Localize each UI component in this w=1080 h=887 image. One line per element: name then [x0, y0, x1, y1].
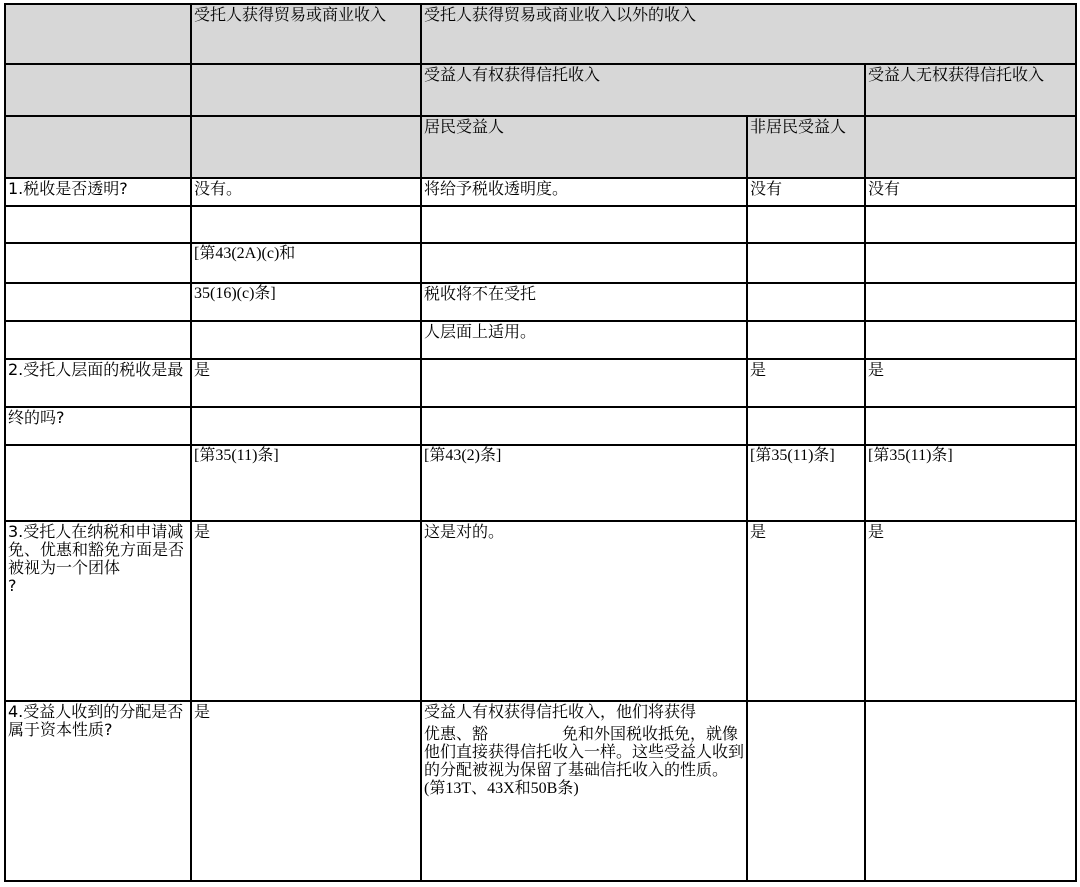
q2-resident-reference: [第43(2)条]	[421, 445, 747, 521]
empty-cell	[747, 407, 865, 445]
question-4: 4.受益人收到的分配是否属于资本性质?	[5, 701, 191, 881]
header-empty-cell	[5, 64, 191, 116]
q3-not-entitled-answer: 是	[865, 521, 1076, 701]
question-3-text: 3.受托人在纳税和申请减免、优惠和豁免方面是否被视为一个团体	[8, 522, 185, 577]
empty-cell	[5, 283, 191, 321]
q1-reference-line-1: [第43(2A)(c)和	[191, 243, 421, 283]
question-3-mark: ?	[8, 576, 17, 595]
header-row-2	[5, 64, 1076, 116]
empty-cell	[747, 321, 865, 359]
empty-cell	[865, 243, 1076, 283]
q2-trade-reference: [第35(11)条]	[191, 445, 421, 521]
empty-cell	[191, 407, 421, 445]
header-row-3	[5, 116, 1076, 178]
trust-tax-table	[4, 3, 1077, 882]
q4-resident-text-a: 优惠、豁	[424, 724, 489, 743]
empty-cell	[865, 321, 1076, 359]
empty-cell	[5, 321, 191, 359]
question-3	[5, 521, 191, 701]
empty-cell	[191, 321, 421, 359]
table-row	[5, 243, 1076, 283]
header-not-entitled-beneficiary: 受益人无权获得信托收入	[865, 64, 1076, 116]
table-row	[5, 521, 1076, 701]
empty-cell	[865, 283, 1076, 321]
header-non-trade-income: 受托人获得贸易或商业收入以外的收入	[421, 4, 1076, 64]
q4-resident-text-b: 免和外国税收抵免，就像他们直接获得信托收入一样。这些受益人收到的分配被视为保留了基础信托收入的性质。(第13T、43X和50B条)	[424, 726, 745, 797]
question-2-continued: 终的吗?	[5, 407, 191, 445]
q2-not-entitled-reference: [第35(11)条]	[865, 445, 1076, 521]
table-row	[5, 407, 1076, 445]
empty-cell	[421, 206, 747, 243]
q3-nonresident-answer: 是	[747, 521, 865, 701]
header-nonresident-beneficiary: 非居民受益人	[747, 116, 865, 178]
header-empty-cell	[5, 4, 191, 64]
table-row	[5, 359, 1076, 407]
q3-resident-answer: 这是对的。	[421, 521, 747, 701]
empty-cell	[865, 206, 1076, 243]
empty-cell	[421, 359, 747, 407]
q4-trade-answer: 是	[191, 701, 421, 881]
q1-not-entitled-answer: 没有	[865, 178, 1076, 206]
table-row	[5, 206, 1076, 243]
q3-trade-answer: 是	[191, 521, 421, 701]
empty-cell	[865, 701, 1076, 881]
q1-resident-detail-2: 人层面上适用。	[421, 321, 747, 359]
header-row-1	[5, 4, 1076, 64]
q1-resident-detail-1: 税收将不在受托	[421, 283, 747, 321]
empty-cell	[747, 283, 865, 321]
q1-reference-line-2: 35(16)(c)条]	[191, 283, 421, 321]
table-row	[5, 445, 1076, 521]
q2-trade-answer: 是	[191, 359, 421, 407]
q4-resident-answer	[421, 701, 747, 881]
q2-not-entitled-answer: 是	[865, 359, 1076, 407]
header-resident-beneficiary: 居民受益人	[421, 116, 747, 178]
q2-nonresident-reference: [第35(11)条]	[747, 445, 865, 521]
empty-cell	[421, 243, 747, 283]
q4-resident-paragraph-1: 受益人有权获得信托收入，他们将获得	[424, 702, 697, 721]
header-entitled-beneficiary: 受益人有权获得信托收入	[421, 64, 865, 116]
header-trade-income: 受托人获得贸易或商业收入	[191, 4, 421, 64]
q2-nonresident-answer: 是	[747, 359, 865, 407]
q1-nonresident-answer: 没有	[747, 178, 865, 206]
question-1: 1.税收是否透明?	[5, 178, 191, 206]
table-row	[5, 283, 1076, 321]
empty-cell	[747, 243, 865, 283]
header-empty-cell	[865, 116, 1076, 178]
empty-cell	[5, 243, 191, 283]
empty-cell	[421, 407, 747, 445]
empty-cell	[5, 206, 191, 243]
header-empty-cell	[191, 64, 421, 116]
empty-cell	[191, 206, 421, 243]
table-row	[5, 178, 1076, 206]
q1-resident-answer: 将给予税收透明度。	[421, 178, 747, 206]
empty-cell	[747, 206, 865, 243]
q1-trade-answer: 没有。	[191, 178, 421, 206]
header-empty-cell	[191, 116, 421, 178]
empty-cell	[5, 445, 191, 521]
q4-resident-paragraph-2	[424, 725, 744, 798]
header-empty-cell	[5, 116, 191, 178]
empty-cell	[747, 701, 865, 881]
table-row	[5, 701, 1076, 881]
empty-cell	[865, 407, 1076, 445]
table-row	[5, 321, 1076, 359]
question-2: 2.受托人层面的税收是最	[5, 359, 191, 407]
